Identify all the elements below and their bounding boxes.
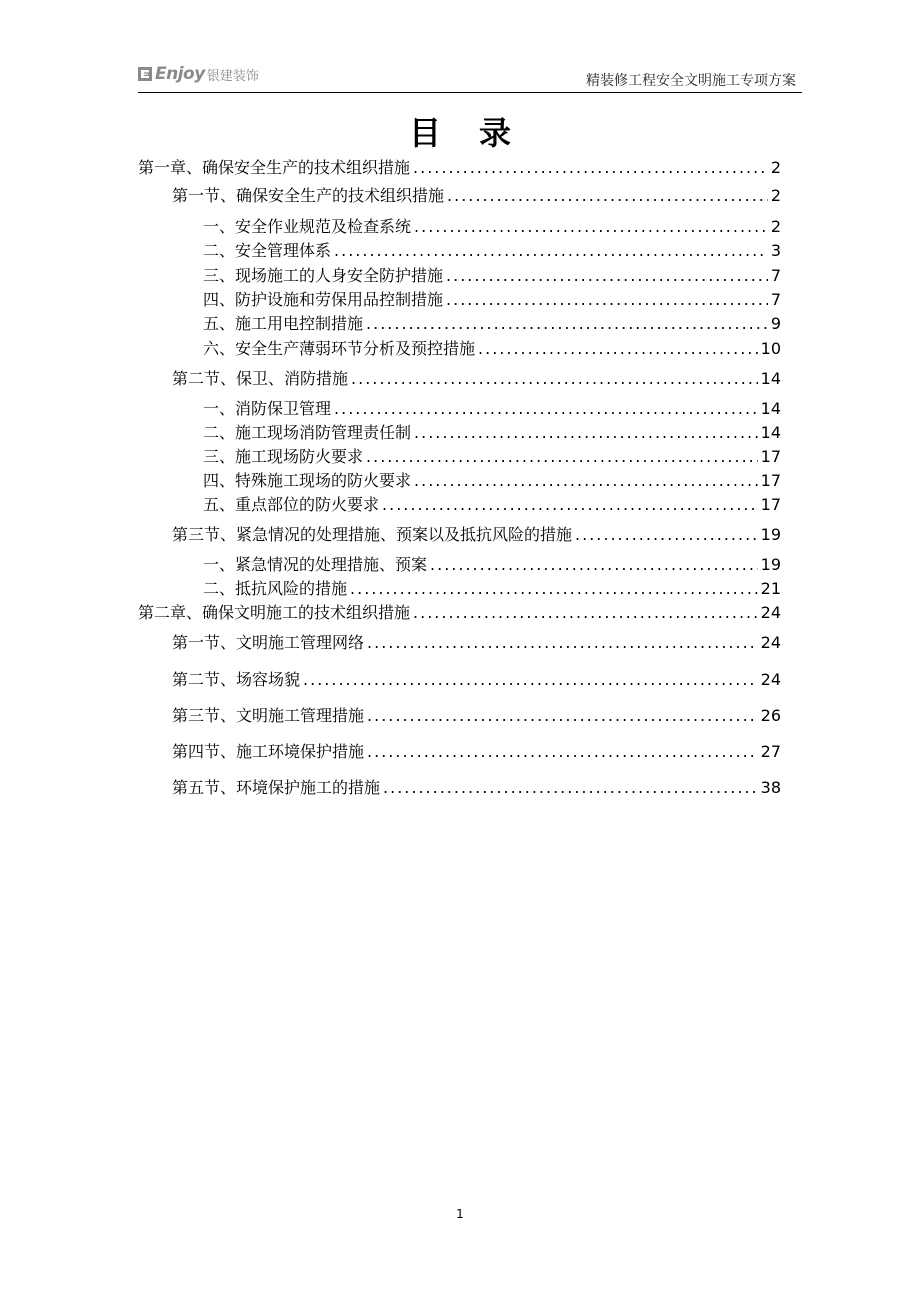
toc-entry[interactable] bbox=[203, 422, 781, 444]
toc-entry-label: 第五节、环境保护施工的措施 bbox=[172, 778, 381, 797]
toc-leader-dots bbox=[367, 741, 758, 763]
toc-entry-page: 19 bbox=[760, 555, 781, 574]
company-logo bbox=[138, 64, 259, 84]
toc-leader-dots bbox=[414, 422, 758, 444]
toc-entry-page: 14 bbox=[760, 399, 781, 418]
toc-entry-page: 24 bbox=[760, 603, 781, 622]
toc-title: 目录 bbox=[408, 114, 549, 152]
toc-entry[interactable] bbox=[172, 185, 781, 207]
toc-entry-label: 六、安全生产薄弱环节分析及预控措施 bbox=[203, 339, 476, 358]
toc-leader-dots bbox=[446, 265, 768, 287]
toc-entry[interactable] bbox=[203, 338, 781, 360]
toc-entry-label: 二、安全管理体系 bbox=[203, 241, 332, 260]
logo-text-en: Enjoy bbox=[155, 64, 205, 84]
toc-entry[interactable] bbox=[172, 368, 781, 390]
toc-entry[interactable] bbox=[138, 157, 781, 179]
toc-leader-dots bbox=[382, 494, 758, 516]
toc-leader-dots bbox=[414, 216, 768, 238]
toc-entry[interactable] bbox=[172, 524, 781, 546]
toc-leader-dots bbox=[446, 289, 768, 311]
toc-entry-label: 第二章、确保文明施工的技术组织措施 bbox=[138, 603, 411, 622]
logo-text-cn: 银建装饰 bbox=[206, 68, 259, 84]
toc-entry-page: 21 bbox=[760, 579, 781, 598]
toc-entry-label: 四、特殊施工现场的防火要求 bbox=[203, 471, 412, 490]
toc-entry[interactable] bbox=[203, 216, 781, 238]
toc-leader-dots bbox=[478, 338, 758, 360]
toc-leader-dots bbox=[367, 632, 758, 654]
toc-entry-page: 38 bbox=[760, 778, 781, 797]
toc-leader-dots bbox=[414, 470, 758, 492]
toc-entry-page: 7 bbox=[770, 290, 781, 309]
toc-entry-page: 24 bbox=[760, 670, 781, 689]
toc-entry-label: 第二节、场容场貌 bbox=[172, 670, 301, 689]
toc-leader-dots bbox=[366, 313, 768, 335]
toc-entry[interactable] bbox=[138, 602, 781, 624]
toc-leader-dots bbox=[366, 446, 758, 468]
toc-leader-dots bbox=[413, 602, 758, 624]
toc-entry-page: 19 bbox=[760, 525, 781, 544]
toc-entry-page: 17 bbox=[760, 495, 781, 514]
toc-leader-dots bbox=[303, 669, 758, 691]
page-header bbox=[138, 60, 802, 93]
toc-entry-label: 三、现场施工的人身安全防护措施 bbox=[203, 266, 444, 285]
toc-leader-dots bbox=[447, 185, 768, 207]
toc-entry[interactable] bbox=[203, 240, 781, 262]
toc-leader-dots bbox=[383, 777, 758, 799]
toc-entry[interactable] bbox=[203, 313, 781, 335]
toc-entry[interactable] bbox=[172, 741, 781, 763]
toc-leader-dots bbox=[413, 157, 768, 179]
toc-entry-page: 7 bbox=[770, 266, 781, 285]
page-number: 1 bbox=[456, 1207, 464, 1221]
toc-entry-page: 14 bbox=[760, 423, 781, 442]
toc-entry-page: 17 bbox=[760, 447, 781, 466]
toc-leader-dots bbox=[430, 554, 758, 576]
toc-entry[interactable] bbox=[172, 705, 781, 727]
toc-entry-label: 第二节、保卫、消防措施 bbox=[172, 369, 349, 388]
toc-entry-label: 第四节、施工环境保护措施 bbox=[172, 742, 365, 761]
toc-entry[interactable] bbox=[203, 446, 781, 468]
toc-entry-page: 9 bbox=[770, 314, 781, 333]
logo-mark-icon bbox=[138, 67, 152, 81]
toc-entry-page: 26 bbox=[760, 706, 781, 725]
toc-leader-dots bbox=[575, 524, 758, 546]
toc-entry-label: 四、防护设施和劳保用品控制措施 bbox=[203, 290, 444, 309]
toc-entry-page: 14 bbox=[760, 369, 781, 388]
document-header-title: 精装修工程安全文明施工专项方案 bbox=[586, 73, 796, 89]
toc-entry-page: 24 bbox=[760, 633, 781, 652]
toc-entry-page: 17 bbox=[760, 471, 781, 490]
toc-entry-label: 五、施工用电控制措施 bbox=[203, 314, 364, 333]
toc-entry[interactable] bbox=[203, 578, 781, 600]
toc-entry-label: 第三节、紧急情况的处理措施、预案以及抵抗风险的措施 bbox=[172, 525, 573, 544]
toc-entry[interactable] bbox=[172, 777, 781, 799]
toc-entry-label: 二、施工现场消防管理责任制 bbox=[203, 423, 412, 442]
toc-entry-page: 2 bbox=[770, 158, 781, 177]
toc-entry[interactable] bbox=[172, 632, 781, 654]
toc-entry[interactable] bbox=[203, 470, 781, 492]
toc-entry[interactable] bbox=[203, 554, 781, 576]
toc-entry-page: 2 bbox=[770, 217, 781, 236]
toc-entry-page: 2 bbox=[770, 186, 781, 205]
toc-leader-dots bbox=[367, 705, 758, 727]
toc-entry-label: 一、安全作业规范及检查系统 bbox=[203, 217, 412, 236]
toc-entry-label: 二、抵抗风险的措施 bbox=[203, 579, 348, 598]
toc-entry[interactable] bbox=[172, 669, 781, 691]
toc-entry[interactable] bbox=[203, 398, 781, 420]
toc-entry-page: 10 bbox=[760, 339, 781, 358]
toc-entry[interactable] bbox=[203, 494, 781, 516]
toc-leader-dots bbox=[334, 398, 758, 420]
toc-entry-label: 三、施工现场防火要求 bbox=[203, 447, 364, 466]
toc-entry-label: 一、紧急情况的处理措施、预案 bbox=[203, 555, 428, 574]
toc-entry-label: 五、重点部位的防火要求 bbox=[203, 495, 380, 514]
toc-entry-label: 第一节、确保安全生产的技术组织措施 bbox=[172, 186, 445, 205]
toc-leader-dots bbox=[351, 368, 758, 390]
toc-entry[interactable] bbox=[203, 265, 781, 287]
toc-entry[interactable] bbox=[203, 289, 781, 311]
toc-entry-label: 第三节、文明施工管理措施 bbox=[172, 706, 365, 725]
toc-entry-page: 3 bbox=[770, 241, 781, 260]
toc-entry-label: 第一章、确保安全生产的技术组织措施 bbox=[138, 158, 411, 177]
toc-leader-dots bbox=[334, 240, 768, 262]
toc-leader-dots bbox=[350, 578, 758, 600]
toc-entry-page: 27 bbox=[760, 742, 781, 761]
toc-entry-label: 第一节、文明施工管理网络 bbox=[172, 633, 365, 652]
toc-entry-label: 一、消防保卫管理 bbox=[203, 399, 332, 418]
